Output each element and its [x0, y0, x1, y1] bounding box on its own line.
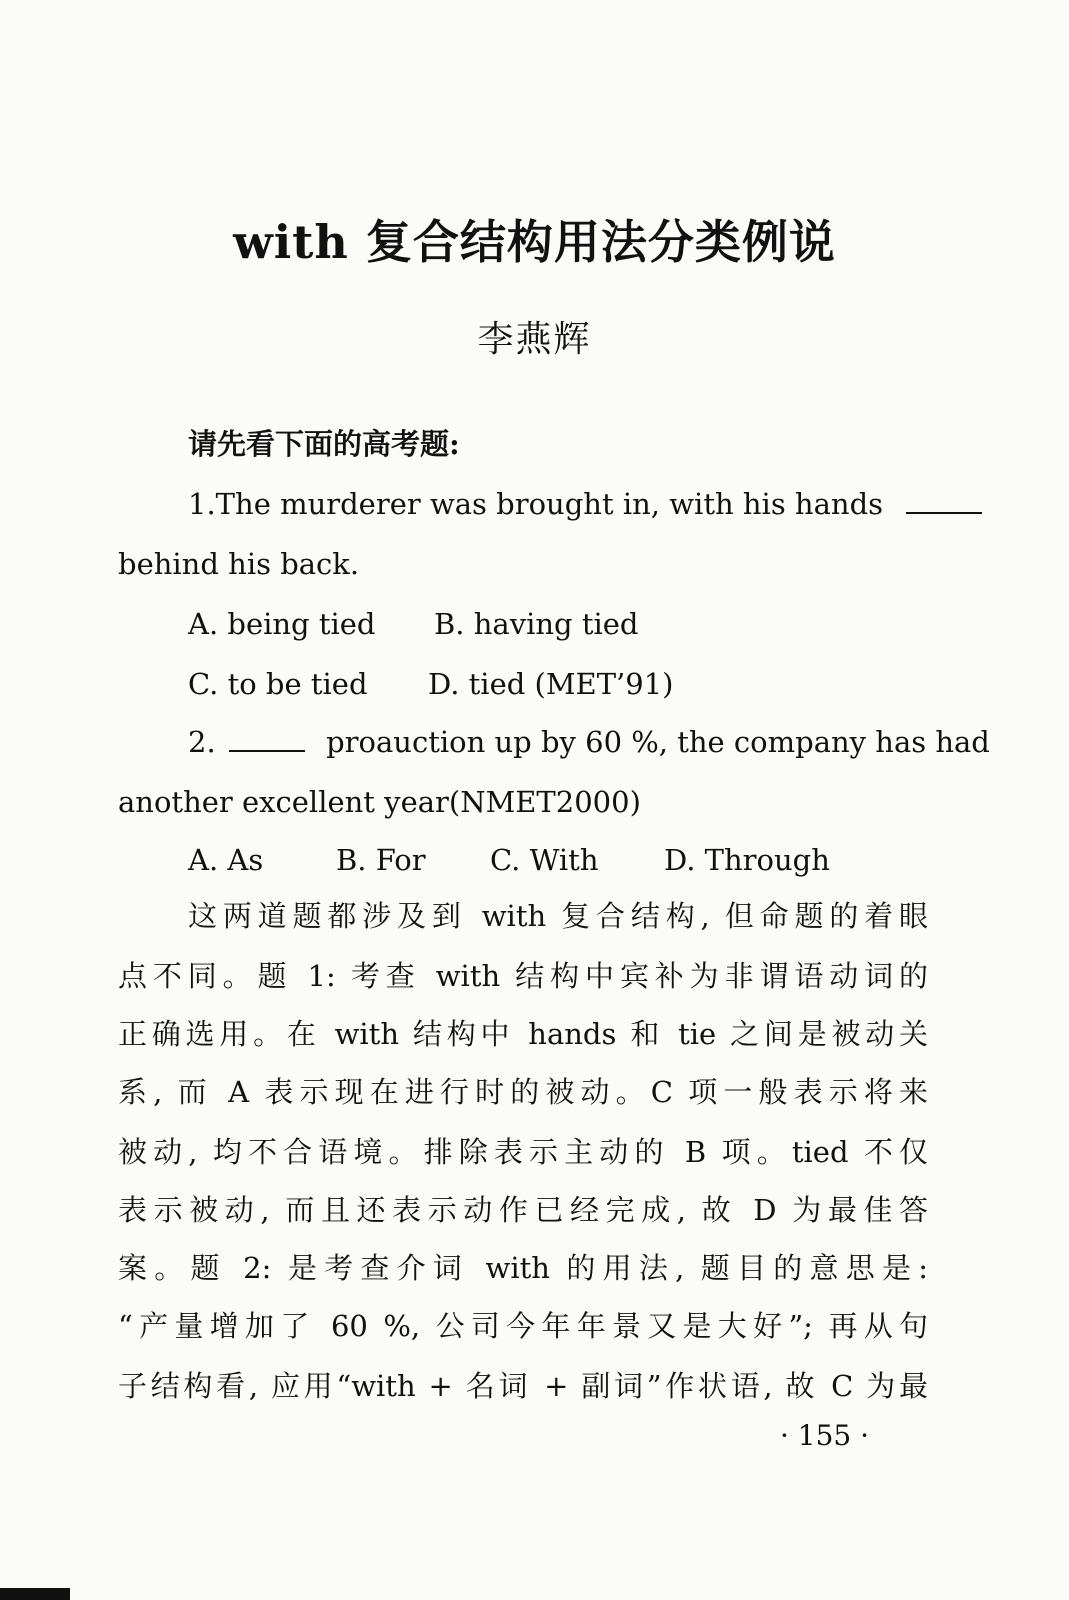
explanation-line-5: 被动, 均不合语境。排除表示主动的 B 项。tied 不仅	[118, 1135, 928, 1169]
question-2-stem-continued: another excellent year(NMET2000)	[118, 785, 641, 819]
question-1-blank	[906, 490, 982, 514]
scan-edge-mark	[0, 1588, 70, 1600]
explanation-line-4: 系, 而 A 表示现在进行时的被动。C 项一般表示将来	[118, 1075, 928, 1109]
question-1-option-d: D. tied (MET’91)	[428, 667, 674, 701]
explanation-line-6: 表示被动, 而且还表示动作已经完成, 故 D 为最佳答	[118, 1193, 928, 1227]
explanation-line-7: 案。题 2: 是考查介词 with 的用法, 题目的意思是:	[118, 1251, 928, 1285]
question-2-option-a: A. As	[188, 843, 264, 877]
question-2-blank	[229, 728, 305, 752]
article-title: with 复合结构用法分类例说	[233, 215, 836, 269]
explanation-line-9: 子结构看, 应用“with + 名词 + 副词”作状语, 故 C 为最	[118, 1369, 928, 1403]
question-1-option-b: B. having tied	[434, 607, 639, 641]
question-1-option-a: A. being tied	[188, 607, 376, 641]
question-2-option-b: B. For	[336, 843, 426, 877]
question-1-option-c: C. to be tied	[188, 667, 368, 701]
question-1-stem-text: 1.The murderer was brought in, with his hands	[188, 487, 884, 521]
author-name: 李燕辉	[477, 319, 592, 360]
question-2-number: 2.	[188, 725, 216, 759]
question-2-stem-text: proauction up by 60 %, the company has had	[326, 725, 990, 759]
question-2-option-c: C. With	[490, 843, 599, 877]
explanation-line-2: 点不同。题 1: 考查 with 结构中宾补为非谓语动词的	[118, 959, 928, 993]
intro-heading: 请先看下面的高考题:	[188, 427, 460, 461]
question-1-stem	[188, 484, 982, 524]
explanation-line-8: “产量增加了 60 %, 公司今年年景又是大好”; 再从句	[118, 1309, 928, 1343]
question-2-stem	[188, 722, 990, 762]
page-number: · 155 ·	[780, 1419, 870, 1452]
explanation-line-1: 这两道题都涉及到 with 复合结构, 但命题的着眼	[188, 899, 928, 933]
explanation-line-3: 正确选用。在 with 结构中 hands 和 tie 之间是被动关	[118, 1017, 928, 1051]
question-2-option-d: D. Through	[664, 843, 830, 877]
question-1-stem-continued: behind his back.	[118, 547, 360, 581]
